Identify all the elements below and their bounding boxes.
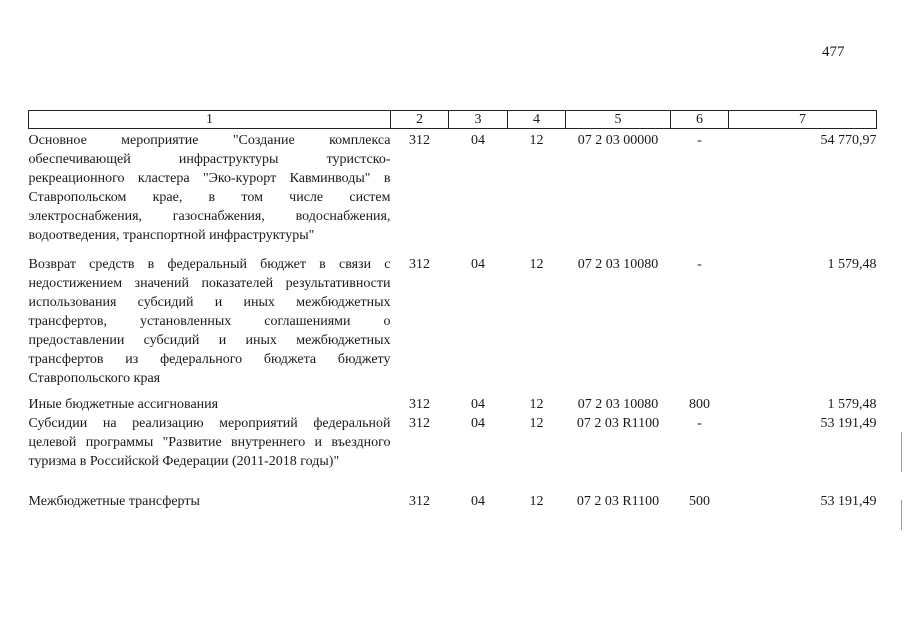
row-description: Межбюджетные трансферты [28,494,200,509]
row-expense-type: - [697,133,702,148]
row-expense-type: 500 [689,494,710,509]
row-section-code: 04 [471,494,485,509]
row-subsection-code: 12 [529,397,544,412]
table-row [29,492,877,511]
budget-table [28,110,877,511]
header-cell-4: 4 [508,111,566,129]
row-description: Субсидии на реализацию мероприятий федеральной целевой программы "Развитие внутреннего и въездного туризма в Российской Федерации (2011-2018 годы)" [28,416,391,469]
table-row [29,255,877,395]
row-expense-type: - [697,416,702,431]
row-subsection-code: 12 [529,494,544,509]
row-amount: 54 770,97 [820,133,877,148]
row-subsection-code: 12 [529,257,544,272]
header-cell-5: 5 [566,111,671,129]
row-ministry-code: 312 [409,397,430,412]
scan-edge-mark [901,432,902,472]
row-target-article: 07 2 03 10080 [577,397,659,412]
row-section-code: 04 [471,416,485,431]
header-cell-3: 3 [449,111,508,129]
table-row [29,395,877,414]
header-cell-6: 6 [671,111,729,129]
row-subsection-code: 12 [529,133,544,148]
header-row [29,111,877,129]
row-description: Основное мероприятие "Создание комплекса обеспечивающей инфраструктуры туристско-рекреационного кластера "Эко-курорт Кавминводы" в Ставропольском крае, в том числе систем электроснабжения, газоснабжения, водоснабжения, водоотведения, транспортной инфраструктуры" [28,133,391,243]
header-cell-7: 7 [729,111,877,129]
row-section-code: 04 [471,397,485,412]
row-ministry-code: 312 [409,257,430,272]
row-ministry-code: 312 [409,416,430,431]
row-target-article: 07 2 03 00000 [577,133,659,148]
row-amount: 1 579,48 [827,397,877,412]
header-cell-1: 1 [29,111,391,129]
row-section-code: 04 [471,133,485,148]
row-target-article: 07 2 03 R1100 [576,416,660,431]
row-amount: 53 191,49 [820,494,877,509]
row-target-article: 07 2 03 10080 [577,257,659,272]
row-expense-type: - [697,257,702,272]
scan-edge-mark [901,500,902,530]
row-ministry-code: 312 [409,494,430,509]
row-expense-type: 800 [689,397,710,412]
row-amount: 1 579,48 [827,257,877,272]
row-section-code: 04 [471,257,485,272]
row-target-article: 07 2 03 R1100 [576,494,660,509]
row-amount: 53 191,49 [820,416,877,431]
table-row [29,414,877,492]
table-row [29,129,877,256]
row-description: Иные бюджетные ассигнования [28,397,219,412]
header-cell-2: 2 [391,111,449,129]
row-ministry-code: 312 [409,133,430,148]
page-number: 477 [822,44,845,60]
row-subsection-code: 12 [529,416,544,431]
row-description: Возврат средств в федеральный бюджет в связи с недостижением значений показателей результативности использования субсидий и иных межбюджетных трансфертов, установленных соглашениями о предоставлении субсидий и иных межбюджетных трансфертов из федерального бюджета бюджету Ставропольского края [28,257,391,386]
